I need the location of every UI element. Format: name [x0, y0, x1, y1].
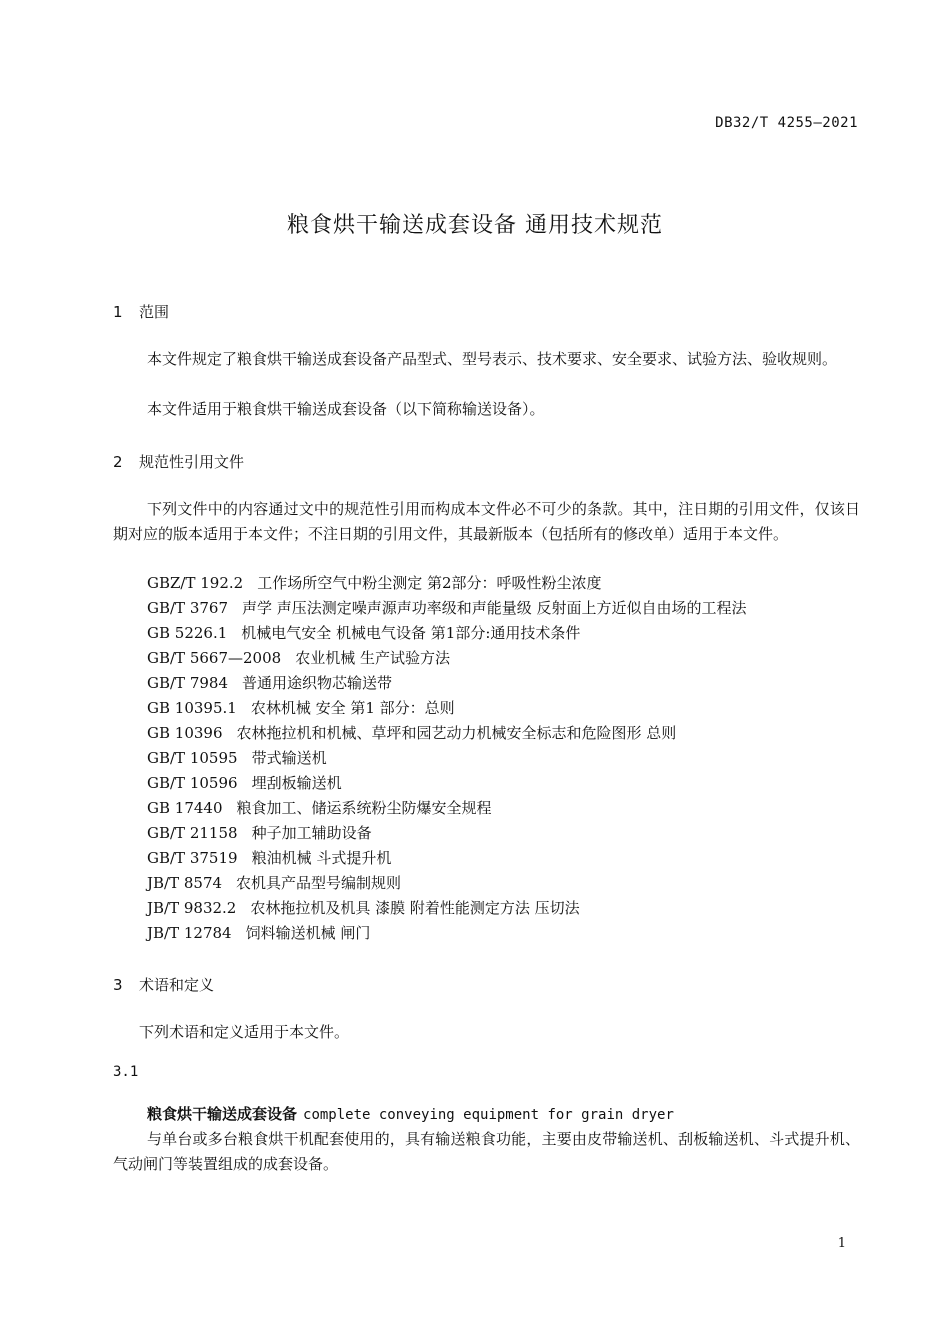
- section-title: 规范性引用文件: [139, 453, 245, 471]
- reference-code: GB/T 7984: [147, 674, 229, 692]
- reference-code: GB/T 5667—2008: [147, 649, 282, 667]
- reference-code: GBZ/T 192.2: [147, 574, 244, 592]
- reference-code: JB/T 12784: [147, 924, 232, 942]
- reference-title: 声学 声压法测定噪声源声功率级和声能量级 反射面上方近似自由场的工程法: [242, 599, 747, 617]
- reference-title: 带式输送机: [251, 749, 327, 767]
- reference-code: GB 10396: [147, 724, 223, 742]
- reference-item: [147, 621, 867, 646]
- reference-item: [147, 921, 867, 946]
- reference-title: 饲料输送机械 闸门: [245, 924, 371, 942]
- reference-title: 种子加工辅助设备: [251, 824, 372, 842]
- reference-title: 机械电气安全 机械电气设备 第1部分:通用技术条件: [241, 624, 581, 642]
- term-english-name: complete conveying equipment for grain dryer: [303, 1107, 674, 1123]
- section-2-heading: [113, 451, 244, 472]
- reference-item: [147, 846, 867, 871]
- reference-code: GB/T 10595: [147, 749, 238, 767]
- reference-title: 埋刮板输送机: [251, 774, 342, 792]
- section-3-heading: [113, 974, 214, 995]
- reference-code: GB 10395.1: [147, 699, 237, 717]
- reference-item: [147, 871, 867, 896]
- reference-code: JB/T 9832.2: [147, 899, 237, 917]
- reference-item: [147, 721, 867, 746]
- reference-title: 普通用途织物芯输送带: [242, 674, 393, 692]
- term-chinese-name: 粮食烘干输送成套设备: [147, 1105, 298, 1123]
- section-number: 1: [113, 303, 123, 321]
- terms-intro: 下列术语和定义适用于本文件。: [139, 1023, 350, 1041]
- references-intro: 下列文件中的内容通过文中的规范性引用而构成本文件必不可少的条款。其中，注日期的引用文件，仅该日期对应的版本适用于本文件；不注日期的引用文件，其最新版本（包括所有的修改单）适用于本文件。: [113, 500, 860, 543]
- document-title: 粮食烘干输送成套设备 通用技术规范: [287, 213, 663, 238]
- reference-title: 农林拖拉机及机具 漆膜 附着性能测定方法 压切法: [250, 899, 580, 917]
- reference-title: 农机具产品型号编制规则: [236, 874, 402, 892]
- reference-code: GB/T 21158: [147, 824, 238, 842]
- section-title: 术语和定义: [139, 976, 215, 994]
- reference-code: GB/T 3767: [147, 599, 229, 617]
- term-number: 3.1: [113, 1064, 139, 1080]
- term-definition: 与单台或多台粮食烘干机配套使用的，具有输送粮食功能，主要由皮带输送机、刮板输送机、斗式提升机、气动闸门等装置组成的成套设备。: [113, 1130, 860, 1173]
- scope-paragraph-2: 本文件适用于粮食烘干输送成套设备（以下简称输送设备）。: [147, 400, 545, 418]
- reference-item: [147, 771, 867, 796]
- reference-item: [147, 596, 867, 621]
- reference-item: [147, 796, 867, 821]
- reference-item: [147, 571, 867, 596]
- reference-title: 农林机械 安全 第1 部分：总则: [250, 699, 455, 717]
- reference-code: GB 17440: [147, 799, 223, 817]
- section-number: 3: [113, 976, 123, 994]
- reference-title: 粮油机械 斗式提升机: [251, 849, 392, 867]
- section-title: 范围: [139, 303, 170, 321]
- reference-title: 粮食加工、储运系统粉尘防爆安全规程: [236, 799, 492, 817]
- reference-title: 农林拖拉机和机械、草坪和园艺动力机械安全标志和危险图形 总则: [236, 724, 677, 742]
- reference-item: [147, 696, 867, 721]
- reference-item: [147, 746, 867, 771]
- reference-item: [147, 821, 867, 846]
- reference-item: [147, 671, 867, 696]
- scope-paragraph-1: 本文件规定了粮食烘干输送成套设备产品型式、型号表示、技术要求、安全要求、试验方法、验收规则。: [147, 350, 838, 368]
- reference-code: GB/T 10596: [147, 774, 238, 792]
- document-code: DB32/T 4255—2021: [715, 115, 858, 131]
- section-1-heading: [113, 301, 169, 322]
- reference-item: [147, 896, 867, 921]
- page-number: 1: [837, 1236, 846, 1251]
- reference-code: GB 5226.1: [147, 624, 228, 642]
- reference-item: [147, 646, 867, 671]
- reference-title: 农业机械 生产试验方法: [295, 649, 450, 667]
- reference-title: 工作场所空气中粉尘测定 第2部分：呼吸性粉尘浓度: [257, 574, 602, 592]
- section-number: 2: [113, 453, 123, 471]
- reference-code: JB/T 8574: [147, 874, 223, 892]
- normative-references-list: [147, 571, 867, 946]
- reference-code: GB/T 37519: [147, 849, 238, 867]
- term-heading: [147, 1103, 674, 1124]
